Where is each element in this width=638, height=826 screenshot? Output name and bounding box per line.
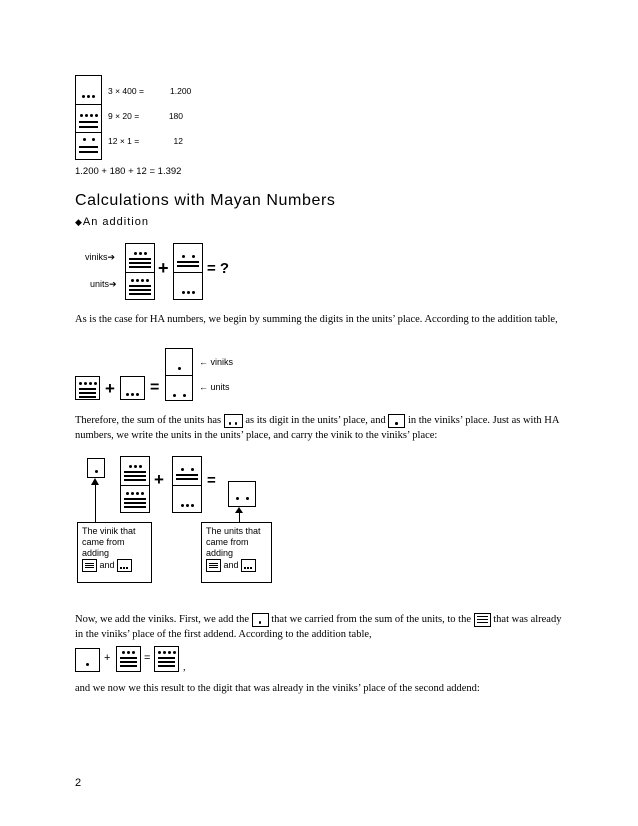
plus-sign: + bbox=[158, 258, 169, 278]
vinik-sum-box bbox=[154, 646, 179, 672]
subsection-heading: ◆An addition bbox=[75, 216, 149, 228]
diamond-bullet-icon: ◆ bbox=[75, 217, 83, 227]
value-row-2: 180 bbox=[168, 111, 183, 121]
arrow-up-icon bbox=[235, 507, 243, 513]
units-arrow-label: ← units bbox=[199, 382, 230, 392]
arrow-up-line bbox=[95, 480, 96, 522]
section-title: Calculations with Mayan Numbers bbox=[75, 192, 336, 209]
sum-line: 1.200 + 180 + 12 = 1.392 bbox=[75, 166, 182, 177]
inline-numeral-one-dot bbox=[252, 613, 269, 627]
sum-numeral bbox=[165, 348, 193, 401]
mayan-numeral-1392 bbox=[75, 75, 102, 160]
partial-result-box bbox=[228, 481, 256, 507]
inline-numeral-one-dot bbox=[388, 414, 405, 428]
paragraph-2: Therefore, the sum of the units has as its digit in the units’ place, and in the viniks’ place. Just as with HA numbers, we write the units in the units’ place, and carry the vinik to the viniks’ place: bbox=[75, 415, 559, 441]
units-label: units➔ bbox=[90, 279, 117, 289]
mini-numeral-bars bbox=[82, 559, 97, 572]
viniks-label: viniks➔ bbox=[85, 252, 116, 262]
comma: , bbox=[183, 662, 186, 673]
equals-sign: = bbox=[150, 379, 160, 396]
paragraph-4: and we now we this result to the digit that was already in the viniks’ place of the second addend: bbox=[75, 683, 480, 694]
arrow-up-icon bbox=[91, 478, 99, 485]
mini-numeral-bars bbox=[206, 559, 221, 572]
result-unknown: = ? bbox=[207, 260, 230, 277]
addend-1-numeral-fig3 bbox=[120, 456, 150, 513]
equals-sign: = bbox=[207, 472, 216, 489]
arrow-left-icon: ← bbox=[199, 357, 208, 367]
plus-sign: + bbox=[105, 379, 115, 398]
units-addend-1 bbox=[75, 376, 100, 400]
units-addend-2 bbox=[120, 376, 145, 400]
expr-row-1: 3 × 400 = bbox=[108, 86, 144, 96]
equals-sign: = bbox=[144, 652, 151, 664]
addend-1-numeral bbox=[125, 243, 155, 300]
mini-numeral-dots bbox=[117, 559, 132, 572]
arrow-left-icon: ← bbox=[199, 382, 208, 392]
expr-row-2: 9 × 20 = bbox=[108, 111, 140, 121]
paragraph-3: Now, we add the viniks. First, we add the that we carried from the sum of the units, to the that was already in the viniks’ place of the first addend. According to the addition table, bbox=[75, 614, 562, 640]
plus-sign: + bbox=[154, 470, 164, 489]
plus-sign: + bbox=[104, 652, 111, 664]
value-row-1: 1.200 bbox=[170, 86, 192, 96]
page-number: 2 bbox=[75, 777, 82, 789]
viniks-arrow-label: ← viniks bbox=[199, 357, 234, 367]
vinik-one-dot-box bbox=[75, 648, 100, 672]
value-row-3: 12 bbox=[173, 136, 183, 146]
vinik-three-bars-box bbox=[116, 646, 141, 672]
addend-2-numeral bbox=[173, 243, 203, 300]
inline-numeral-bars bbox=[474, 613, 491, 627]
caption-units: The units that came from adding and bbox=[201, 522, 272, 583]
expr-row-3: 12 × 1 = bbox=[108, 136, 140, 146]
caption-vinik: The vinik that came from adding and bbox=[77, 522, 152, 583]
carried-vinik-box bbox=[87, 458, 105, 478]
mini-numeral-dots bbox=[241, 559, 256, 572]
paragraph-1: As is the case for HA numbers, we begin by summing the digits in the units’ place. According to the addition table, bbox=[75, 314, 558, 325]
inline-numeral-two-dots bbox=[224, 414, 243, 428]
addend-2-numeral-fig3 bbox=[172, 456, 202, 513]
